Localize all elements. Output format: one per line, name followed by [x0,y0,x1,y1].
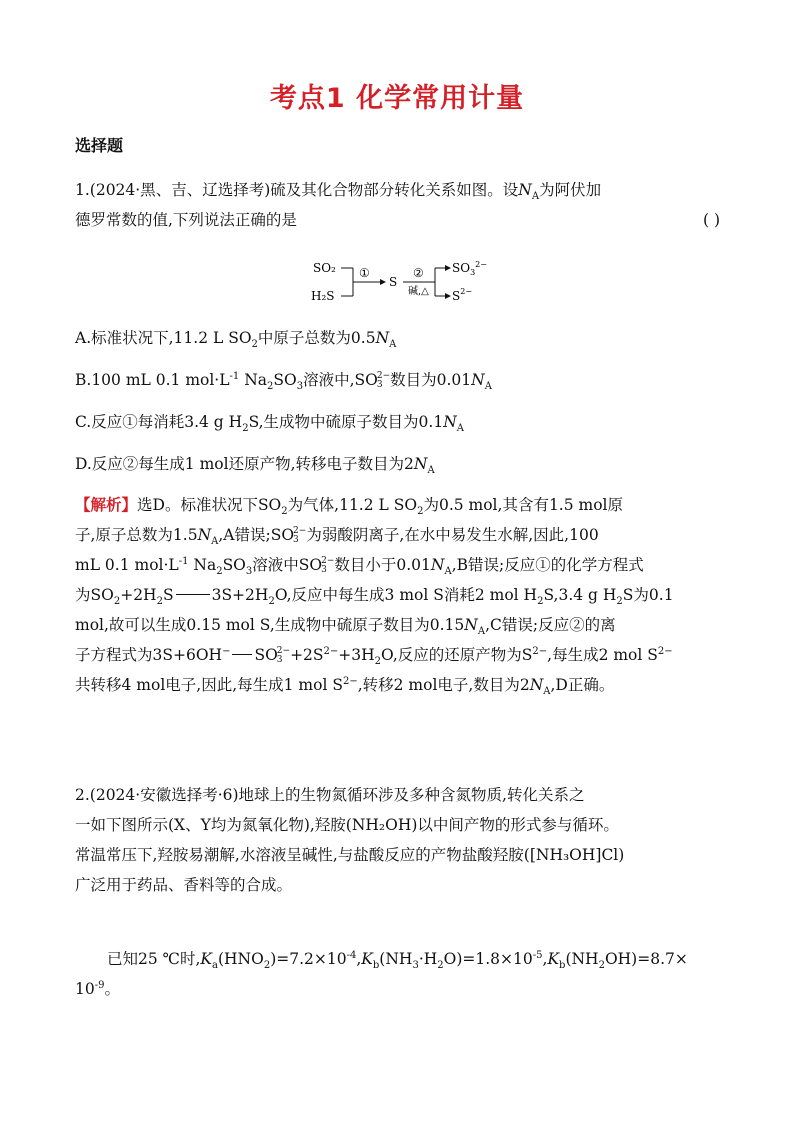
sulfur-conversion-diagram [305,258,505,308]
equals-sign [232,654,252,655]
option-b: B.100 mL 0.1 $mol\cdot L^{-1}$ $Na_2SO_3$溶液中,SO 2− 3 数目为$0.01N_A$ [75,370,492,393]
q2-line-2: 一如下图所示(X、Y均为氮氧化物),羟胺(NH₂OH)以中间产物的形式参与循环。 [75,816,619,834]
known-line-2: $10^{-9}$。 [75,979,120,998]
q2-line-3: 常温常压下,羟胺易潮解,水溶液呈碱性,与盐酸反应的产物盐酸羟胺([NH₃OH]Cl) [75,846,625,864]
analysis-label: 【解析】 [75,495,138,514]
page-title: 考点1 化学常用计量 [269,83,525,114]
q1-line-2: 德罗常数的值,下列说法正确的是 [75,211,297,229]
diagram-sulfite: $SO_3^{2-}$ [452,260,487,277]
known-constants [75,944,730,1004]
analysis-block [75,490,730,700]
analysis-line-6: 子方程式为3S+6OH− SO 2− 3 $+2S^{2-}+3H_2O$,反应的还原产物为$S^{2-}$,每生成2 mol $S^{2-}$ [75,645,673,668]
diagram-sulfide: $S^{2-}$ [452,287,473,303]
analysis-line-3: mL 0.1 $mol\cdot L^{-1}$ $Na_2SO_3$溶液中SO 2− 3 数目小于$0.01N_A,B$错误;反应①的化学方程式 [75,555,644,578]
diagram-step-1: ① [359,266,370,280]
analysis-line-7: 共转移4 mol电子,因此,每生成1 mol $S^{2-}$,转移2 mol电子,数目为$2N_A,D$正确。 [75,675,615,698]
option-a: A.标准状况下,11.2 L $SO_2$中原子总数为$0.5N_A$ [75,329,397,351]
analysis-line-1: 【解析】选D。标准状况下$SO_2$为气体,11.2 L $SO_2$为0.5 mol,其含有1.5 mol原 [75,495,624,518]
diagram-condition: 碱,△ [408,286,429,297]
option-c: C.反应①每消耗3.4 g $H_2S$,生成物中硫原子数目为$0.1N_A$ [75,413,465,435]
known-line-1: 已知25 ℃时$,K_a(HNO_2)=7.2\times 10^{-4},K_b(NH_3\cdot H_2O)=1.8\times 10^{-5},K_b(NH_2OH)=8.7\times$ [107,949,688,972]
q1-line-1: 1.(2024·黑、吉、辽选择考)硫及其化合物部分转化关系如图。设$N_A$为阿伏加 [75,181,602,203]
q2-line-4: 广泛用于药品、香料等的合成。 [75,876,293,894]
q2-line-1: 2.(2024·安徽选择考·6)地球上的生物氮循环涉及多种含氮物质,转化关系之 [75,786,585,804]
equals-sign [176,594,210,595]
question-2 [75,780,730,900]
analysis-line-5: mol,故可以生成0.15 mol S,生成物中硫原子数目为$0.15N_A,C$错误;反应②的离 [75,616,616,638]
answer-blank: ( ) [702,211,720,229]
analysis-line-2: 子,原子总数为$1.5N_A,A$错误;SO 2− 3 为弱酸阴离子,在水中易发生水解,因此,100 [75,526,599,548]
analysis-line-4: 为$SO_2+2H_2S$ $3S+2H_2O$,反应中每生成3 mol S消耗2 mol $H_2S,3.4$ g $H_2S$为0.1 [75,586,674,608]
diagram-so2: SO₂ [313,261,336,275]
question-1 [75,175,730,235]
option-d: D.反应②每生成1 mol还原产物,转移电子数目为$2N_A$ [75,455,435,477]
section-heading: 选择题 [75,136,124,155]
diagram-step-2: ② [413,266,424,280]
diagram-sulfur: S [389,275,398,289]
diagram-h2s: H₂S [311,289,335,303]
